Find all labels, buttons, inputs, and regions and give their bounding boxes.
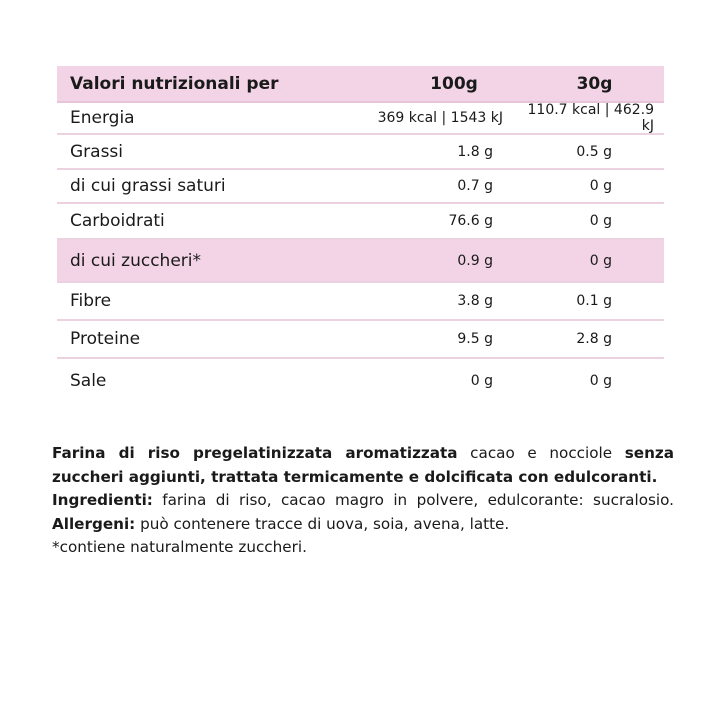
- table-row-grassi-saturi: [57, 170, 664, 204]
- description-line-2: [52, 466, 674, 490]
- ingredients-text: farina di riso, cacao magro in polvere, edulcorante: sucralosio.: [162, 491, 674, 509]
- row-value-30g: 2.8 g: [576, 331, 612, 347]
- row-label: Proteine: [70, 329, 141, 349]
- table-row-energia: [57, 103, 664, 135]
- row-value-30g: 0.1 g: [576, 293, 612, 309]
- description-footnote: *contiene naturalmente zuccheri.: [52, 538, 307, 556]
- row-value-30g: 0 g: [589, 178, 612, 194]
- allergens-text: può contenere tracce di uova, soia, avena, latte.: [140, 514, 510, 533]
- header-label: Valori nutrizionali per: [70, 73, 279, 94]
- table-row-zuccheri: [57, 240, 664, 283]
- row-value-100g: 369 kcal | 1543 kJ: [377, 110, 503, 126]
- table-row-proteine: [57, 321, 664, 359]
- ingredients-label: Ingredienti:: [52, 491, 153, 509]
- description-title-part-1: Farina di riso pregelatinizzata aromatizzata: [52, 444, 458, 462]
- row-value-100g: 76.6 g: [448, 213, 493, 229]
- description-line-1: [52, 442, 674, 466]
- row-value-30g: 0 g: [589, 252, 612, 269]
- row-value-30g: 0 g: [589, 373, 612, 389]
- row-label: Grassi: [70, 141, 124, 162]
- row-label: Sale: [70, 371, 107, 391]
- row-value-100g: 0.7 g: [457, 178, 493, 194]
- allergens-label: Allergeni:: [52, 514, 136, 533]
- nutrition-table: [57, 66, 664, 403]
- table-row-fibre: [57, 283, 664, 321]
- row-label: Fibre: [70, 291, 112, 311]
- row-value-100g: 1.8 g: [457, 143, 493, 160]
- table-row-carboidrati: [57, 204, 664, 240]
- row-value-100g: 9.5 g: [457, 331, 493, 347]
- table-row-sale: [57, 359, 664, 403]
- row-label: Energia: [70, 108, 135, 128]
- row-value-30g: 0 g: [589, 213, 612, 229]
- description-flavour: cacao e nocciole: [470, 444, 613, 462]
- description-title-part-3: zuccheri aggiunti, trattata termicamente e dolcificata con edulcoranti.: [52, 467, 658, 486]
- row-value-100g: 3.8 g: [457, 293, 493, 309]
- description-title-part-2: senza: [624, 444, 675, 462]
- row-label: di cui grassi saturi: [70, 176, 226, 196]
- header-col-30g: 30g: [576, 73, 613, 94]
- table-row-grassi: [57, 135, 664, 170]
- description-ingredients-allergens: [52, 489, 674, 536]
- product-description: [52, 442, 674, 560]
- header-col-100g: 100g: [430, 73, 478, 94]
- table-header-row: [57, 66, 664, 103]
- row-value-100g: 0.9 g: [457, 252, 493, 269]
- row-value-100g: 0 g: [470, 373, 493, 389]
- row-label: di cui zuccheri*: [70, 250, 202, 271]
- row-value-30g: 110.7 kcal | 462.9 kJ: [527, 102, 654, 134]
- row-label: Carboidrati: [70, 211, 165, 231]
- row-value-30g: 0.5 g: [576, 143, 612, 160]
